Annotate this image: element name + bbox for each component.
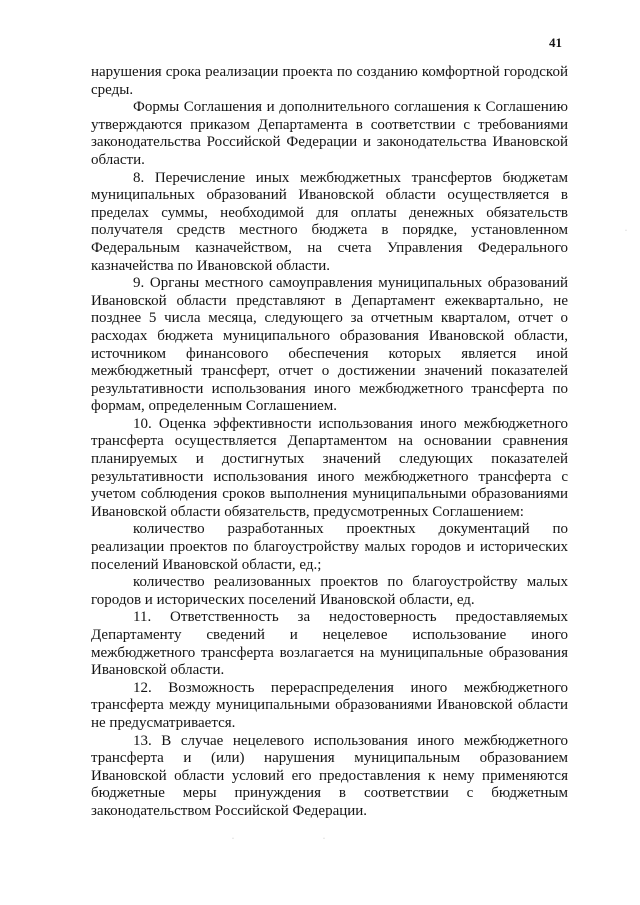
paragraph-agreement-forms: Формы Соглашения и дополнительного соглашения к Соглашению утверждаются приказом Департамента в соответствии с требованиями законодательства Российской Федерации и законодательства Ивановской области. xyxy=(91,99,568,168)
scan-speck: · xyxy=(232,836,234,842)
paragraph-continuation: нарушения срока реализации проекта по созданию комфортной городской среды. xyxy=(91,64,568,98)
scan-speck: · xyxy=(323,836,325,842)
paragraph-10: 10. Оценка эффективности использования иного межбюджетного трансферта осуществляется Департаментом на основании сравнения планируемых и достигнутых значений следующих показателей результативности использования иного межбюджетного трансферта с учетом соблюдения сроков выполнения муниципальными образованиями Ивановской области обязательств, предусмотренных Соглашением: xyxy=(91,415,568,520)
scan-speck: · xyxy=(625,228,627,234)
page-number: 41 xyxy=(549,35,562,50)
indicator-item-projects: количество реализованных проектов по благоустройству малых городов и исторических поселений Ивановской области, ед. xyxy=(91,574,568,608)
paragraph-12: 12. Возможность перераспределения иного межбюджетного трансферта между муниципальными образованиями Ивановской области не предусматривается. xyxy=(91,679,568,731)
paragraph-8: 8. Перечисление иных межбюджетных трансфертов бюджетам муниципальных образований Ивановской области осуществляется в пределах суммы, необходимой для оплаты денежных обязательств получателя средств местного бюджета в порядке, установленном Федеральным казначейством, на счета Управления Федерального казначейства по Ивановской области. xyxy=(91,169,568,274)
indicator-item-documentation: количество разработанных проектных документаций по реализации проектов по благоустройству малых городов и исторических поселений Ивановской области, ед.; xyxy=(91,521,568,573)
paragraph-9: 9. Органы местного самоуправления муниципальных образований Ивановской области представляют в Департамент ежеквартально, не позднее 5 числа месяца, следующего за отчетным кварталом, отчет о расходах бюджета муниципального образования Ивановской области, источником финансового обеспечения которых является иной межбюджетный трансферт, отчет о достижении значений показателей результативности использования иного межбюджетного трансферта по формам, определенным Соглашением. xyxy=(91,275,568,415)
paragraph-13: 13. В случае нецелевого использования иного межбюджетного трансферта и (или) нарушения муниципальным образованием Ивановской области условий его предоставления к нему применяются бюджетные меры принуждения в соответствии с бюджетным законодательством Российской Федерации. xyxy=(91,732,568,819)
paragraph-11: 11. Ответственность за недостоверность предоставляемых Департаменту сведений и нецелевое использование иного межбюджетного трансферта возлагается на муниципальные образования Ивановской области. xyxy=(91,609,568,679)
document-body xyxy=(91,64,568,821)
